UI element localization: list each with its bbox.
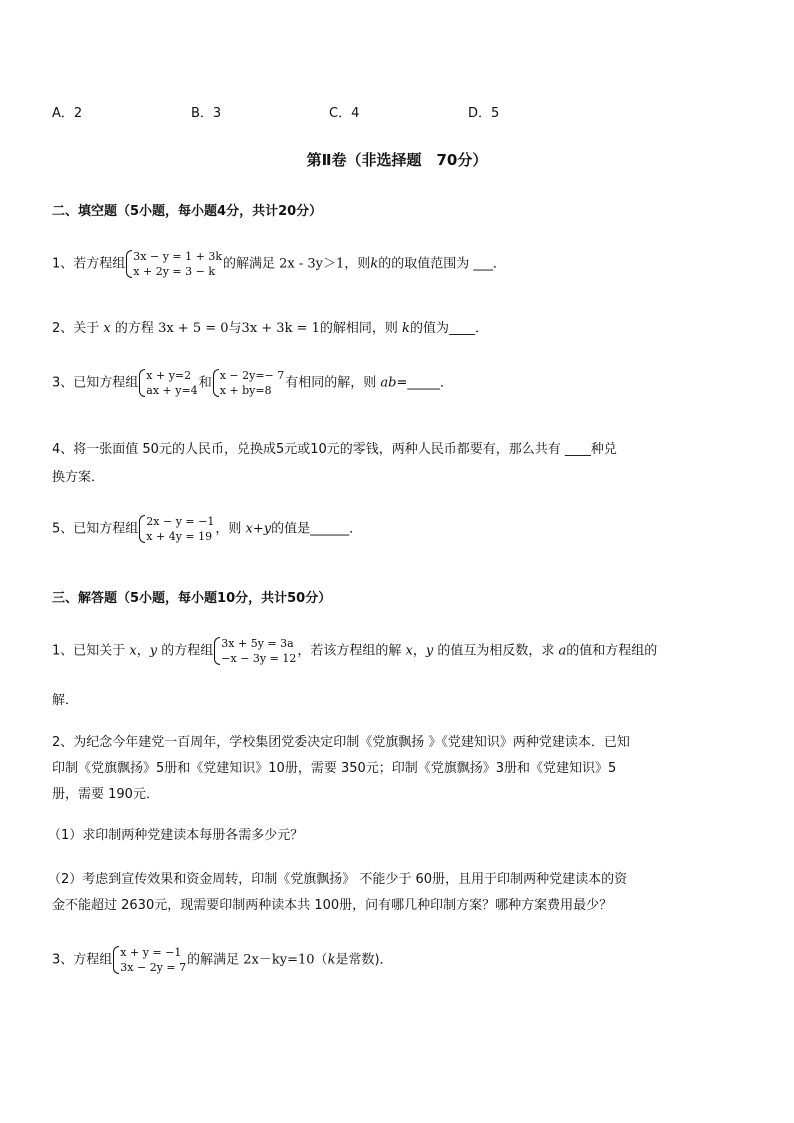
q-text: =_____． [396,375,453,391]
option-d: D．5 [468,106,500,121]
q-text: 的值互为相反数，求 [437,643,555,659]
option-a: A．2 [52,106,83,121]
q-text: 的解满足 [187,952,240,968]
solve-question-2-line1: 2、为纪念今年建党一百周年，学校集团党委决定印制《党旗飘扬 》《党建知识》两种党建读本．已知 [52,735,630,750]
variable: y [149,643,158,659]
q-text: 的方程 [114,321,154,336]
condition: 2x－ky=10 [243,952,315,968]
option-c: C．4 [329,106,360,121]
equation-system [213,368,285,398]
condition: 2x - 3y＞1 [279,256,345,272]
variable: x [405,643,413,659]
part-title: 第Ⅱ卷（非选择题 70分） [306,151,488,169]
equation: x + 2y = 3 − k [133,265,215,278]
fill-question-3 [52,368,453,398]
q-text: ，若该方程组的解 [297,643,402,659]
equation: 3x + 3k = 1 [241,321,320,336]
section-heading-solve: 三、解答题（5小题，每小题10分，共计50分） [52,591,332,606]
equation-system [139,514,214,544]
solve-question-1 [52,636,657,666]
equation: x − 2y=− 7 [219,369,285,382]
variable: y [425,643,434,659]
q-text: 3、方程组 [52,952,113,968]
expression: x+y [245,521,272,537]
solve-question-2-sub2-line2: 金不能超过 2630元，现需要印制两种读本共 100册，问有哪几种印制方案？哪种方案费用最少？ [52,898,613,913]
fill-question-4-line1: 4、将一张面值 50元的人民币，兑换成5元或10元的零钱，两种人民币都要有，那么共有 ____种兑 [52,442,617,457]
solve-question-2-line3: 册，需要 190元． [52,787,159,802]
q-text: 是常数)． [335,952,393,968]
variable: k [402,321,410,336]
fill-question-5 [52,514,362,544]
q-text: 2、关于 [52,321,100,336]
q-text: 的值为____． [409,321,488,336]
q-text: （ [314,952,328,968]
q-text: 与 [228,321,242,336]
fill-question-2 [52,320,488,338]
q-text: ， [136,643,150,659]
section-heading-fill: 二、填空题（5小题，每小题4分，共计20分） [52,204,323,219]
solve-question-2-sub1: （1）求印制两种党建读本每册各需多少元？ [48,828,304,843]
equation: 3x + 5y = 3a [221,637,294,650]
q-text: 1、已知关于 [52,643,126,659]
q-text: 的解满足 [223,256,276,272]
q-text: 的值和方程组的 [566,643,658,659]
q-text: 的方程组 [161,643,214,659]
equation: x + 4y = 19 [146,530,213,543]
q-text: 的的取值范围为 ___． [378,256,506,272]
equation: x + y = −1 [120,946,182,959]
equation-system [126,249,222,279]
fill-question-4-line2: 换方案． [52,470,105,485]
equation: 2x − y = −1 [146,515,215,528]
q-text: 1、若方程组 [52,256,126,272]
equation-system [139,368,197,398]
q-text: 3、已知方程组 [52,375,139,391]
fill-question-1 [52,249,506,279]
solve-question-1-line2: 解． [52,693,79,708]
equation: x + y=2 [146,369,192,382]
equation: 3x − y = 1 + 3k [133,250,222,263]
equation: 3x − 2y = 7 [120,961,187,974]
variable: x [103,321,111,336]
equation-system [214,636,296,666]
variable: k [370,256,379,272]
equation: ax + y=4 [146,384,198,397]
variable: x [129,643,137,659]
q-text: 有相同的解，则 [285,375,377,391]
q-text: 和 [198,375,212,391]
solve-question-2-sub2-line1: （2）考虑到宣传效果和资金周转，印制《党旗飘扬》 不能少于 60册，且用于印制两种党建读本的资 [48,872,628,887]
expression: ab [380,375,397,391]
q-text: ， [412,643,426,659]
q-text: ，则 [344,256,371,272]
equation: −x − 3y = 12 [221,652,297,665]
q-text: 5、已知方程组 [52,521,139,537]
q-text: 的值是______． [271,521,363,537]
variable: k [327,952,336,968]
q-text: 的解相同，则 [319,321,398,336]
equation: 3x + 5 = 0 [158,321,229,336]
solve-question-2-line2: 印制《党旗飘扬》5册和《党建知识》10册，需要 350元；印制《党旗飘扬》3册和《党建知识》5 [52,761,617,776]
q-text: ，则 [215,521,242,537]
equation: x + by=8 [219,384,272,397]
variable: a [558,643,567,659]
equation-system [113,945,186,975]
option-b: B．3 [191,106,222,121]
solve-question-3 [52,945,393,975]
